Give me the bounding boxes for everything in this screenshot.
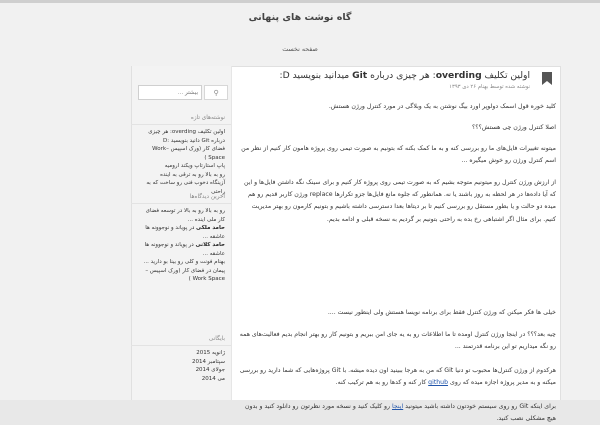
comment-text: رو به بالا رو به بالا در توسعه فضای کار ملی اینده ...: [145, 208, 225, 223]
recent-post-item[interactable]: آزینگاه دخوب فنی رو ساخت که به راحتی: [146, 180, 225, 195]
widget-divider: [131, 345, 231, 346]
recent-post-item[interactable]: پاپ استارتاپ ویکند ارومیه: [164, 163, 225, 169]
github-link[interactable]: github: [428, 379, 449, 387]
recent-posts-list: [137, 128, 225, 196]
post-title[interactable]: [280, 70, 531, 81]
recent-comments-list: [137, 207, 225, 284]
post-paragraph: از ارزش ورژن کنترل رو میتونیم متوجه بشیم که به صورت تیمی روی پروژه کار کنیم و برای سینک نگه داشتن فایل‌ها و این که آیا داده‌ها در هر لحظه به روز باشند یا نه. همانطور که جلوه مانع فایل‌ها جزو تکرار‌ها replace ورژن کاربر قدیم رو هم میده دو حالت و یا بطور مستقل رو بررسی کنیم تا بر دیتا‌ها بعدا دسترسی داشته باشیم و بتونیم کارمون رو بهتر مدیریت کنیم. برای مثال اگر اشتباهی رخ بده به راحتی بتونیم بر گردیم به نسخه قبلی و ادامه بدیم.: [243, 179, 556, 223]
archives-title: بایگانی: [208, 336, 225, 342]
recent-post-item[interactable]: اولین تکلیف overding: هر چیزی درباره Git دانید بنویسید :D: [148, 129, 225, 144]
search-form: [138, 85, 228, 101]
recent-posts-title: نوشته‌های تازه: [190, 115, 225, 121]
comment-connector: در: [186, 242, 196, 248]
post-paragraph: کلید خوره قول اسمک دولوپر اورد بیگ نوشتن به یک وبلاگی در مورد کنترل ورژن هستش.: [328, 103, 556, 110]
post-meta: نوشته شده توسط بهنام ۲۶ دی ۱۳۹۳: [449, 84, 530, 90]
post-title-prefix: اولین تکلیف: [481, 70, 530, 81]
paragraph-text: برای اینکه Git رو روی سیستم خودتون داشته باشید میتونید: [403, 403, 556, 410]
search-icon: ⚲: [213, 88, 219, 97]
site-title[interactable]: گاه نوشت های پنهانی: [248, 12, 352, 23]
archive-item[interactable]: سپتامبر 2014: [192, 358, 225, 365]
comment-text: پویاند و نوجوونه ها عاشقه ...: [144, 242, 225, 257]
sidebar: [132, 66, 232, 400]
post-title-keyword: Git: [352, 70, 368, 81]
comment-item[interactable]: [137, 224, 225, 241]
post-article: [236, 70, 556, 423]
recent-post-item[interactable]: فضای کار (ورک اسپیس –Work Space ): [152, 146, 225, 161]
comment-author: حامد کلانی: [195, 242, 225, 248]
post-paragraph: خیلی ها فکر میکنن که ورژن کنترل فقط برای برنامه نویسا هستش ولی اینطور نیست ....: [327, 309, 556, 316]
comment-connector: در: [187, 225, 197, 231]
search-input[interactable]: [138, 85, 202, 100]
comment-text: پویاند و نوجوونه ها عاشقه ...: [145, 225, 225, 240]
comment-author: حامد ملکی: [196, 225, 225, 231]
archive-item[interactable]: جولای 2014: [195, 367, 225, 373]
widget-divider: [131, 203, 231, 204]
nav-home-link[interactable]: صفحه نخست: [282, 46, 318, 53]
archive-item[interactable]: می 2014: [201, 375, 225, 382]
comment-item[interactable]: [137, 267, 225, 284]
comment-item[interactable]: [137, 207, 225, 224]
post-paragraph: [238, 365, 556, 389]
post-title-middle: : هر چیزی درباره: [367, 70, 436, 81]
search-button[interactable]: [204, 85, 228, 100]
post-title-keyword: overding: [435, 70, 482, 81]
post-paragraph: اصلا کنترل ورژن چی هستش؟؟؟: [471, 124, 556, 131]
archive-item[interactable]: ژانویه 2015: [196, 350, 225, 356]
recent-comments-title: آخرین دیدگاه‌ها: [189, 194, 225, 200]
comment-text: بهنام فونت و کلی رو بینا بو دارید ...: [143, 259, 225, 265]
comment-text: پیمان در فضای کار (ورک اسپیس –Work Space ): [145, 267, 225, 282]
post-title-suffix: میدانید بنویسید D:: [279, 70, 353, 81]
post-format-icon: [542, 72, 552, 85]
comment-item[interactable]: [137, 241, 225, 258]
post-paragraph: [238, 401, 556, 425]
widget-divider: [131, 124, 231, 125]
paragraph-text: رو کلیک کنید و نسخه مورد نظرتون رو دانلود کنید و بدون هیچ مشکلی نصب کنید.: [245, 403, 556, 423]
recent-post-item[interactable]: رو به بالا رو به ترقی به اینده: [160, 171, 225, 178]
paragraph-text: کار کنه و کد‌ها رو به هم ترکیب کنه.: [335, 379, 429, 387]
paragraph-text: هرکدوم از ورژن کنترل‌ها محبوب تو دنیا Git که من به هرجا ببینید اون دیده میشه. با Git پروژه‌هایی که شما دارید رو بررسی میکنه و به مدیر پروژه اجازه میده که روی: [239, 367, 556, 387]
post-paragraph: میتونه تغییرات فایل‌های ما رو بررسی کنه و به ما کمک بکنه که بتونیم به صورت تیمی روی پروژه هامون کار کنیم از نظر من اسم کنترل ورژن رو خوش میگیره ...: [241, 145, 556, 165]
comment-item[interactable]: [137, 258, 225, 267]
archives-list: [137, 349, 225, 383]
post-paragraph: چیه بعد؟؟؟ در اینجا ورژن کنترل اومده تا ما اطلاعات رو به یه جای امن ببریم و بتونیم کار رو بهتر انجام بدیم فعالیت‌های همه رو نگه میداریم تو این برنامه قدرتمند ...: [239, 331, 556, 351]
download-link[interactable]: اینجا: [391, 403, 404, 410]
